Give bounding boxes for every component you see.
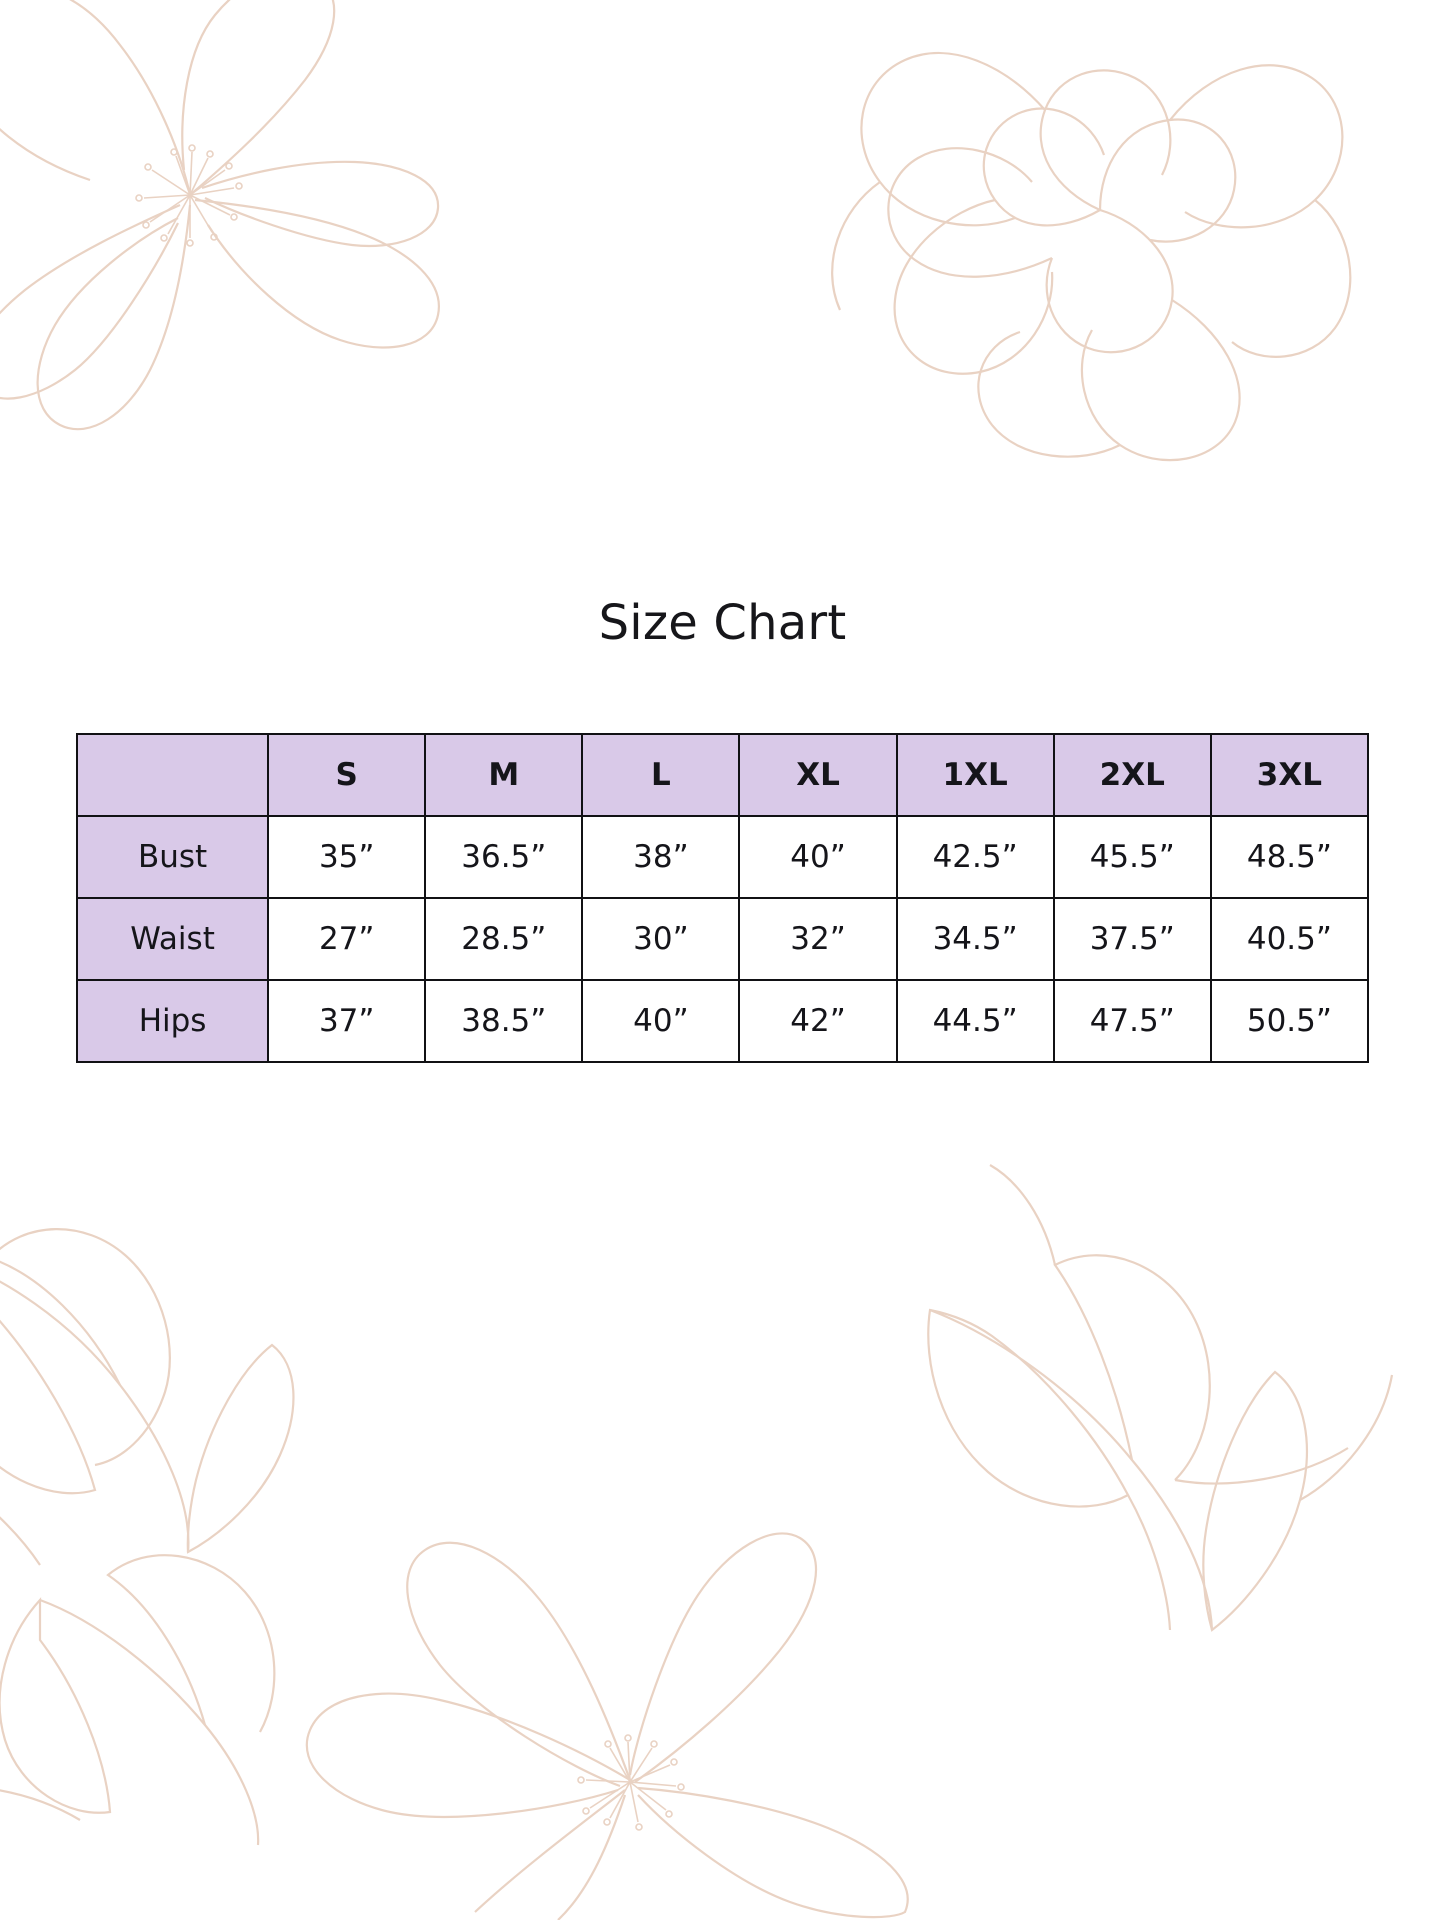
cell-waist-m: 28.5” [425, 898, 582, 980]
column-header-1xl: 1XL [897, 734, 1054, 816]
table-row [77, 816, 1368, 898]
flower-outline-bottom-center-icon [280, 1450, 920, 1920]
size-chart-table [76, 733, 1369, 1063]
cell-waist-1xl: 34.5” [897, 898, 1054, 980]
cell-bust-s: 35” [268, 816, 425, 898]
column-header-2xl: 2XL [1054, 734, 1211, 816]
cell-bust-3xl: 48.5” [1211, 816, 1368, 898]
column-header-s: S [268, 734, 425, 816]
table-header-row [77, 734, 1368, 816]
cell-hips-s: 37” [268, 980, 425, 1062]
leaf-branch-outline-bottom-right-icon [900, 1160, 1420, 1780]
cell-bust-1xl: 42.5” [897, 816, 1054, 898]
column-header-l: L [582, 734, 739, 816]
leaf-branch-outline-bottom-left-icon [0, 1180, 400, 1880]
row-label-hips: Hips [77, 980, 268, 1062]
cell-waist-3xl: 40.5” [1211, 898, 1368, 980]
cell-hips-1xl: 44.5” [897, 980, 1054, 1062]
cell-bust-2xl: 45.5” [1054, 816, 1211, 898]
column-header-3xl: 3XL [1211, 734, 1368, 816]
page-title: Size Chart [598, 595, 847, 651]
cell-hips-xl: 42” [739, 980, 896, 1062]
peony-outline-top-right-icon [800, 0, 1380, 490]
cell-waist-s: 27” [268, 898, 425, 980]
table-row [77, 980, 1368, 1062]
cell-waist-xl: 32” [739, 898, 896, 980]
cell-hips-l: 40” [582, 980, 739, 1062]
row-label-bust: Bust [77, 816, 268, 898]
column-header-m: M [425, 734, 582, 816]
cell-hips-2xl: 47.5” [1054, 980, 1211, 1062]
cell-bust-l: 38” [582, 816, 739, 898]
cell-hips-m: 38.5” [425, 980, 582, 1062]
cell-waist-2xl: 37.5” [1054, 898, 1211, 980]
cell-hips-3xl: 50.5” [1211, 980, 1368, 1062]
table-corner-cell [77, 734, 268, 816]
cell-bust-xl: 40” [739, 816, 896, 898]
row-label-waist: Waist [77, 898, 268, 980]
cell-bust-m: 36.5” [425, 816, 582, 898]
size-chart-table-wrapper [76, 733, 1369, 1063]
table-row [77, 898, 1368, 980]
column-header-xl: XL [739, 734, 896, 816]
flower-outline-top-left-icon [0, 0, 460, 440]
cell-waist-l: 30” [582, 898, 739, 980]
